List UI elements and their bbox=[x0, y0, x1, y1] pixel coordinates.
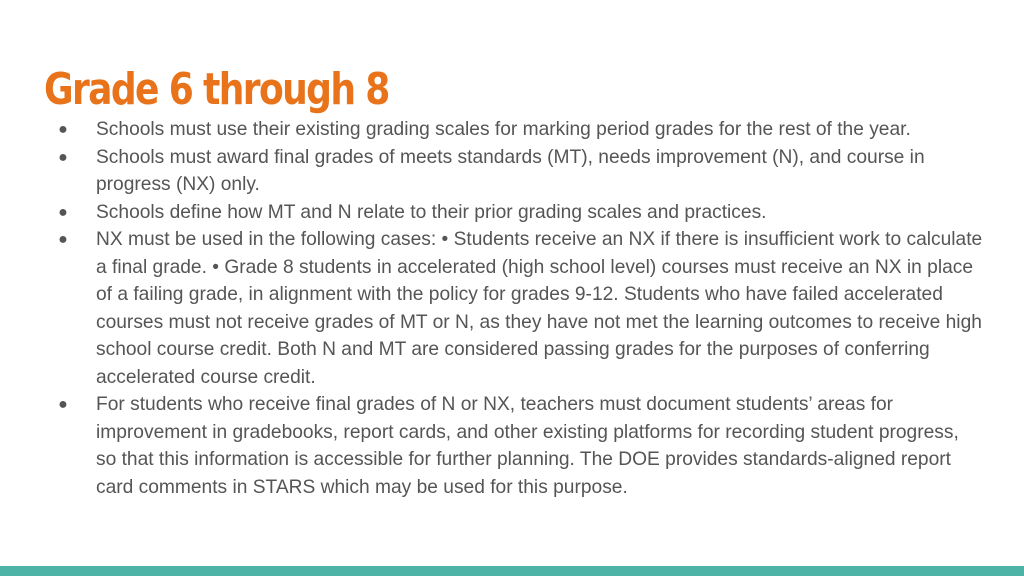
bullet-dot-icon: ● bbox=[58, 231, 68, 248]
bullet-dot-icon: ● bbox=[58, 121, 68, 138]
bullet-dot-icon: ● bbox=[58, 203, 68, 221]
bullet-text: Schools must award final grades of meets standards (MT), needs improvement (N), and course in progress (NX) only. bbox=[96, 146, 925, 195]
bullet-text: For students who receive final grades of N or NX, teachers must document students’ areas for improvement in gradebooks, report cards, and other existing platforms for recording student progress, so that this information is accessible for further planning. The DOE provides standards-aligned report card comments in STARS which may be used for this purpose. bbox=[96, 394, 959, 498]
bullet-dot-icon: ● bbox=[58, 148, 68, 166]
bullet-item bbox=[0, 144, 1024, 199]
bullet-list bbox=[0, 116, 1024, 501]
bullet-text: Schools define how MT and N relate to their prior grading scales and practices. bbox=[96, 201, 767, 223]
bullet-item bbox=[0, 116, 1024, 144]
slide-title: Grade 6 through 8 bbox=[44, 64, 389, 115]
bullet-text: Schools must use their existing grading scales for marking period grades for the rest of the year. bbox=[96, 119, 911, 140]
bullet-dot-icon: ● bbox=[58, 396, 68, 413]
bullet-item bbox=[0, 226, 1024, 391]
bullet-item bbox=[0, 391, 1024, 501]
bullet-text: NX must be used in the following cases: • Students receive an NX if there is insufficient work to calculate a final grade. • Grade 8 students in accelerated (high school level) courses must receive an NX in place of a failing grade, in alignment with the policy for grades 9-12. Students who have failed accelerated courses must not receive grades of MT or N, as they have not met the learning outcomes to receive high school course credit. Both N and MT are considered passing grades for the purposes of conferring accelerated course credit. bbox=[96, 229, 983, 388]
footer-accent-bar bbox=[0, 566, 1024, 576]
bullet-item bbox=[0, 199, 1024, 227]
